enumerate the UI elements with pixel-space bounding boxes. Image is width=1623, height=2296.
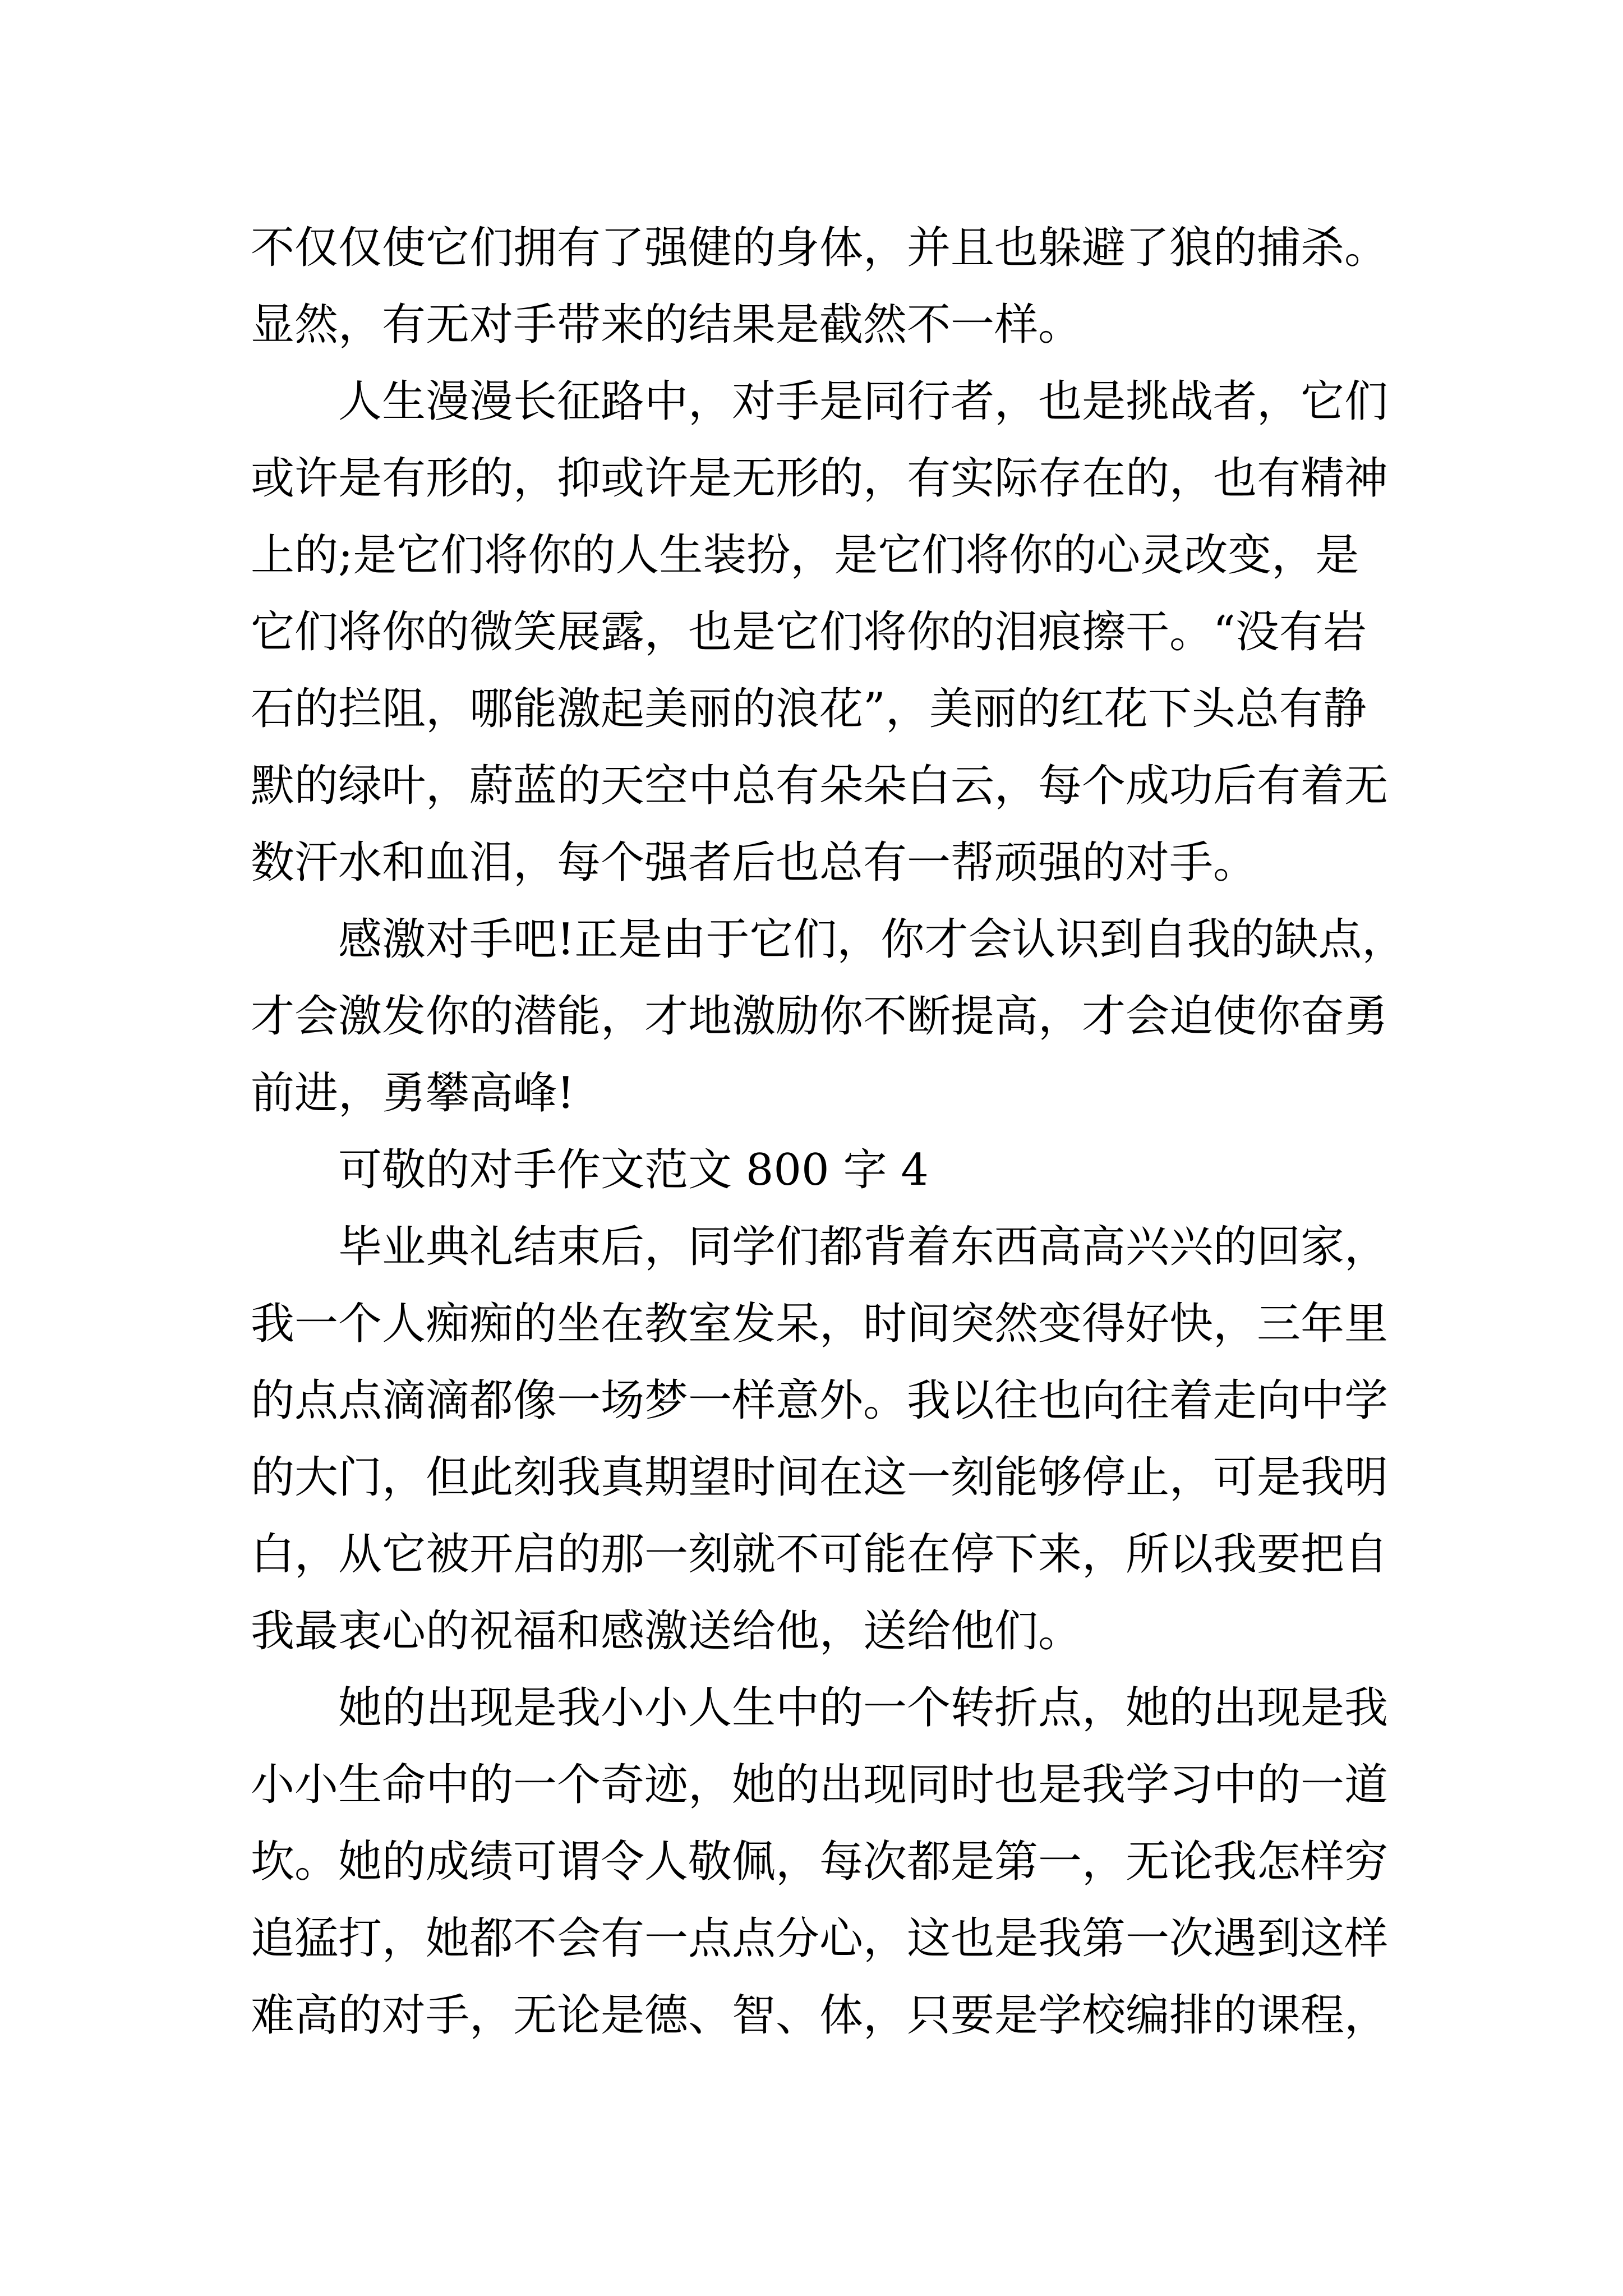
paragraph bbox=[251, 210, 1428, 364]
paragraph bbox=[251, 364, 1428, 901]
text-line: 显然，有无对手带来的结果是截然不一样。 bbox=[251, 300, 1082, 350]
text-line: 前进，勇攀高峰! bbox=[251, 1068, 575, 1119]
paragraph bbox=[251, 901, 1428, 1132]
text-line: 小小生命中的一个奇迹，她的出现同时也是我学习中的一道 bbox=[251, 1760, 1389, 1810]
text-line: 追猛打，她都不会有一点点分心，这也是我第一次遇到这样 bbox=[251, 1913, 1389, 1964]
text-line: 的点点滴滴都像一场梦一样意外。我以往也向往着走向中学 bbox=[251, 1375, 1389, 1426]
text-line: 或许是有形的，抑或许是无形的，有实际存在的，也有精神 bbox=[251, 453, 1389, 504]
text-line: 我一个人痴痴的坐在教室发呆，时间突然变得好快，三年里 bbox=[251, 1299, 1389, 1349]
text-line: 她的出现是我小小人生中的一个转折点，她的出现是我 bbox=[338, 1683, 1389, 1733]
text-line: 才会激发你的潜能，才地激励你不断提高，才会迫使你奋勇 bbox=[251, 991, 1389, 1042]
text-line: 感激对手吧!正是由于它们，你才会认识到自我的缺点， bbox=[338, 914, 1406, 965]
text-line: 白，从它被开启的那一刻就不可能在停下来，所以我要把自 bbox=[251, 1529, 1389, 1580]
text-line: 石的拦阻，哪能激起美丽的浪花”，美丽的红花下头总有静 bbox=[251, 684, 1367, 734]
text-line: 毕业典礼结束后，同学们都背着东西高高兴兴的回家， bbox=[338, 1222, 1389, 1272]
text-line: 默的绿叶，蔚蓝的天空中总有朵朵白云，每个成功后有着无 bbox=[251, 761, 1389, 811]
text-line: 人生漫漫长征路中，对手是同行者，也是挑战者，它们 bbox=[338, 376, 1389, 427]
paragraph bbox=[251, 1670, 1428, 2054]
text-line: 不仅仅使它们拥有了强健的身体，并且也躲避了狼的捕杀。 bbox=[251, 223, 1389, 273]
text-line: 上的;是它们将你的人生装扮，是它们将你的心灵改变，是 bbox=[251, 530, 1359, 581]
document-body bbox=[251, 210, 1428, 2054]
text-line: 难高的对手，无论是德、智、体，只要是学校编排的课程， bbox=[251, 1990, 1389, 2041]
text-line: 坎。她的成绩可谓令人敬佩，每次都是第一，无论我怎样穷 bbox=[251, 1837, 1389, 1887]
section-heading: 可敬的对手作文范文 800 字 4 bbox=[338, 1145, 929, 1195]
text-line: 它们将你的微笑展露，也是它们将你的泪痕擦干。“没有岩 bbox=[251, 607, 1367, 657]
text-line: 的大门，但此刻我真期望时间在这一刻能够停止，可是我明 bbox=[251, 1452, 1389, 1503]
text-line: 数汗水和血泪，每个强者后也总有一帮顽强的对手。 bbox=[251, 838, 1257, 888]
text-line: 我最衷心的祝福和感激送给他，送给他们。 bbox=[251, 1606, 1082, 1657]
paragraph bbox=[251, 1209, 1428, 1670]
